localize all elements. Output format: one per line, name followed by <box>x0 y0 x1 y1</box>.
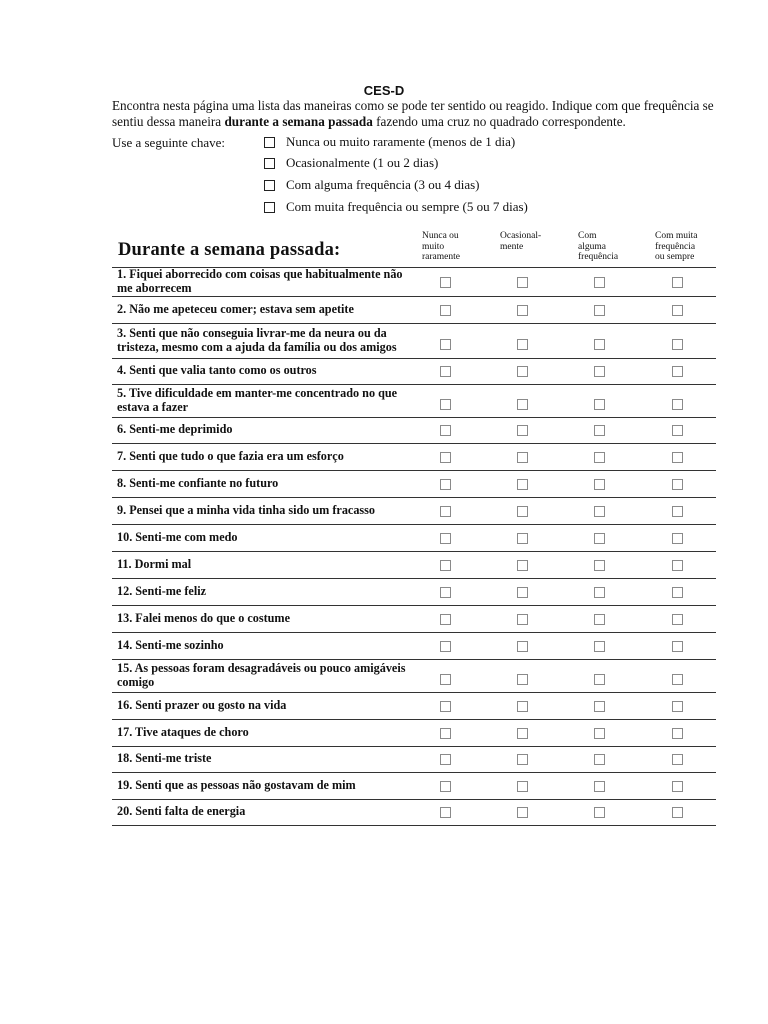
sometimes-checkbox[interactable] <box>594 425 605 436</box>
column-header-line: Ocasional- <box>500 231 542 241</box>
occasionally-checkbox[interactable] <box>517 533 528 544</box>
question-row <box>112 799 716 825</box>
question-row <box>112 470 716 497</box>
key-checkbox-icon <box>264 137 275 148</box>
column-header-line: ou sempre <box>655 252 695 262</box>
occasionally-checkbox[interactable] <box>517 641 528 652</box>
key-option-label: Nunca ou muito raramente (menos de 1 dia) <box>286 134 516 149</box>
never-checkbox[interactable] <box>440 399 451 410</box>
question-row <box>112 719 716 746</box>
always-checkbox[interactable] <box>672 533 683 544</box>
sometimes-checkbox[interactable] <box>594 587 605 598</box>
question-text: 8. Senti-me confiante no futuro <box>117 475 279 490</box>
key-label: Use a seguinte chave: <box>112 135 225 150</box>
question-row <box>112 746 716 772</box>
sometimes-checkbox[interactable] <box>594 614 605 625</box>
sometimes-checkbox[interactable] <box>594 754 605 765</box>
column-header-line: frequência <box>655 241 696 252</box>
always-checkbox[interactable] <box>672 425 683 436</box>
question-text: 2. Não me apeteceu comer; estava sem apetite <box>117 301 354 316</box>
intro-text-emphasis: durante a semana passada <box>224 114 373 129</box>
occasionally-checkbox[interactable] <box>517 305 528 316</box>
column-header-sometimes <box>578 231 618 263</box>
sometimes-checkbox[interactable] <box>594 366 605 377</box>
column-header-always <box>655 231 698 263</box>
column-header-line: Nunca ou <box>422 231 459 241</box>
occasionally-checkbox[interactable] <box>517 399 528 410</box>
question-row <box>112 443 716 470</box>
column-header-line: Com muita <box>655 231 698 241</box>
occasionally-checkbox[interactable] <box>517 728 528 739</box>
column-header-occasionally <box>500 231 541 252</box>
never-checkbox[interactable] <box>440 452 451 463</box>
sometimes-checkbox[interactable] <box>594 781 605 792</box>
question-text: 11. Dormi mal <box>117 556 192 571</box>
always-checkbox[interactable] <box>672 339 683 350</box>
question-text: 17. Tive ataques de choro <box>117 724 249 739</box>
always-checkbox[interactable] <box>672 587 683 598</box>
sometimes-checkbox[interactable] <box>594 339 605 350</box>
never-checkbox[interactable] <box>440 641 451 652</box>
always-checkbox[interactable] <box>672 506 683 517</box>
never-checkbox[interactable] <box>440 479 451 490</box>
occasionally-checkbox[interactable] <box>517 587 528 598</box>
key-option <box>264 177 480 193</box>
always-checkbox[interactable] <box>672 641 683 652</box>
sometimes-checkbox[interactable] <box>594 305 605 316</box>
key-option <box>264 134 515 150</box>
always-checkbox[interactable] <box>672 614 683 625</box>
question-text: 3. Senti que não conseguia livrar-me da neura ou da tristeza, mesmo com a ajuda da família ou dos amigos <box>117 326 397 354</box>
occasionally-checkbox[interactable] <box>517 701 528 712</box>
sometimes-checkbox[interactable] <box>594 277 605 288</box>
sometimes-checkbox[interactable] <box>594 479 605 490</box>
never-checkbox[interactable] <box>440 781 451 792</box>
column-header-line: mente <box>500 241 524 252</box>
sometimes-checkbox[interactable] <box>594 399 605 410</box>
question-row <box>112 358 716 384</box>
column-header-line: raramente <box>422 252 460 262</box>
occasionally-checkbox[interactable] <box>517 277 528 288</box>
column-header-never <box>422 231 460 263</box>
never-checkbox[interactable] <box>440 807 451 818</box>
always-checkbox[interactable] <box>672 781 683 792</box>
sometimes-checkbox[interactable] <box>594 674 605 685</box>
occasionally-checkbox[interactable] <box>517 506 528 517</box>
intro-paragraph <box>112 98 732 130</box>
question-text: 10. Senti-me com medo <box>117 529 238 544</box>
column-header-line: alguma <box>578 241 606 252</box>
question-text: 14. Senti-me sozinho <box>117 637 224 652</box>
occasionally-checkbox[interactable] <box>517 452 528 463</box>
occasionally-checkbox[interactable] <box>517 807 528 818</box>
occasionally-checkbox[interactable] <box>517 674 528 685</box>
question-text: 19. Senti que as pessoas não gostavam de mim <box>117 777 356 792</box>
always-checkbox[interactable] <box>672 399 683 410</box>
never-checkbox[interactable] <box>440 339 451 350</box>
intro-text-start: Encontra nesta página uma lista das maneiras como se pode ter sentido ou reagido. Indique com que frequência se sentiu dessa maneira <box>112 98 714 129</box>
question-row <box>112 384 716 417</box>
question-text: 16. Senti prazer ou gosto na vida <box>117 697 287 712</box>
question-row <box>112 417 716 443</box>
question-row <box>112 772 716 799</box>
question-text: 20. Senti falta de energia <box>117 804 246 819</box>
never-checkbox[interactable] <box>440 674 451 685</box>
question-row <box>112 632 716 659</box>
question-text: 4. Senti que valia tanto como os outros <box>117 363 317 378</box>
key-option-label: Com alguma frequência (3 ou 4 dias) <box>286 177 480 192</box>
never-checkbox[interactable] <box>440 277 451 288</box>
document-title: CES-D <box>363 83 405 98</box>
always-checkbox[interactable] <box>672 560 683 571</box>
occasionally-checkbox[interactable] <box>517 425 528 436</box>
question-row <box>112 692 716 719</box>
occasionally-checkbox[interactable] <box>517 479 528 490</box>
never-checkbox[interactable] <box>440 728 451 739</box>
key-option <box>264 199 528 215</box>
question-row <box>112 497 716 524</box>
always-checkbox[interactable] <box>672 674 683 685</box>
question-text: 9. Pensei que a minha vida tinha sido um fracasso <box>117 502 376 517</box>
question-row <box>112 551 716 578</box>
never-checkbox[interactable] <box>440 701 451 712</box>
always-checkbox[interactable] <box>672 807 683 818</box>
never-checkbox[interactable] <box>440 425 451 436</box>
sometimes-checkbox[interactable] <box>594 506 605 517</box>
key-checkbox-icon <box>264 180 275 191</box>
key-option-label: Com muita frequência ou sempre (5 ou 7 dias) <box>286 199 528 214</box>
column-header-line: muito <box>422 241 445 252</box>
always-checkbox[interactable] <box>672 277 683 288</box>
sometimes-checkbox[interactable] <box>594 560 605 571</box>
always-checkbox[interactable] <box>672 366 683 377</box>
sometimes-checkbox[interactable] <box>594 641 605 652</box>
occasionally-checkbox[interactable] <box>517 560 528 571</box>
always-checkbox[interactable] <box>672 754 683 765</box>
question-row <box>112 659 716 692</box>
question-text: 7. Senti que tudo o que fazia era um esforço <box>117 448 344 463</box>
question-text: 13. Falei menos do que o costume <box>117 610 290 625</box>
question-row <box>112 578 716 605</box>
always-checkbox[interactable] <box>672 728 683 739</box>
always-checkbox[interactable] <box>672 452 683 463</box>
always-checkbox[interactable] <box>672 479 683 490</box>
never-checkbox[interactable] <box>440 614 451 625</box>
never-checkbox[interactable] <box>440 754 451 765</box>
sometimes-checkbox[interactable] <box>594 728 605 739</box>
sometimes-checkbox[interactable] <box>594 807 605 818</box>
occasionally-checkbox[interactable] <box>517 781 528 792</box>
always-checkbox[interactable] <box>672 701 683 712</box>
table-rule <box>112 825 716 826</box>
question-row <box>112 605 716 632</box>
occasionally-checkbox[interactable] <box>517 614 528 625</box>
occasionally-checkbox[interactable] <box>517 754 528 765</box>
question-text: 12. Senti-me feliz <box>117 583 207 598</box>
question-text: 18. Senti-me triste <box>117 751 212 766</box>
never-checkbox[interactable] <box>440 560 451 571</box>
question-text: 1. Fiquei aborrecido com coisas que habitualmente não me aborrecem <box>117 267 403 295</box>
never-checkbox[interactable] <box>440 587 451 598</box>
always-checkbox[interactable] <box>672 305 683 316</box>
never-checkbox[interactable] <box>440 305 451 316</box>
question-row <box>112 296 716 323</box>
never-checkbox[interactable] <box>440 533 451 544</box>
never-checkbox[interactable] <box>440 366 451 377</box>
column-header-line: frequência <box>578 252 619 262</box>
key-checkbox-icon <box>264 158 275 169</box>
sometimes-checkbox[interactable] <box>594 452 605 463</box>
intro-text-end: fazendo uma cruz no quadrado correspondente. <box>372 114 626 129</box>
section-title: Durante a semana passada: <box>118 240 341 260</box>
occasionally-checkbox[interactable] <box>517 339 528 350</box>
sometimes-checkbox[interactable] <box>594 533 605 544</box>
column-header-line: Com <box>578 231 597 241</box>
question-row <box>112 267 716 296</box>
question-text: 6. Senti-me deprimido <box>117 422 233 437</box>
key-option <box>264 155 438 171</box>
sometimes-checkbox[interactable] <box>594 701 605 712</box>
key-option-label: Ocasionalmente (1 ou 2 dias) <box>286 155 439 170</box>
question-text: 5. Tive dificuldade em manter-me concentrado no que estava a fazer <box>117 386 398 414</box>
question-text: 15. As pessoas foram desagradáveis ou pouco amigáveis comigo <box>117 661 406 689</box>
occasionally-checkbox[interactable] <box>517 366 528 377</box>
never-checkbox[interactable] <box>440 506 451 517</box>
key-checkbox-icon <box>264 202 275 213</box>
question-row <box>112 524 716 551</box>
question-row <box>112 323 716 358</box>
